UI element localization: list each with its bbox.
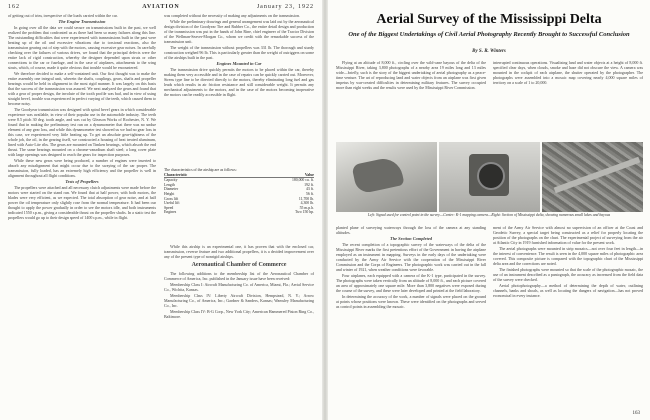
ground-signal-shape <box>351 155 404 194</box>
table-cell: 43 ft. <box>305 187 314 192</box>
paragraph: Membership Class I: Aircraft Manufacturing Co. of America, Miami, Fla.; Aerial Service Co., Wichita, Kansas. <box>164 282 314 292</box>
page-number-left: 162 <box>8 4 20 10</box>
paragraph: The aerial photographs were mounted in strip mosaics—not over four feet in length—in the interest of convenience. The result is seen in the 4,000 square miles of photographic area covered. This composite picture is compared with the topographic chart of the Mississippi delta area and the corrections are noted. <box>493 246 643 266</box>
paragraph: In going over all the data we could secure on transmissions built in the past, we well realized the problem that confronted us as there had been so many failures along this line. The outstanding difficulties that were experienced with transmissions built in the past were heating up of the oil and excessive vibrations due to torsional reactions, also the transmission gearing out of step with the motors, causing excessive gear noises. In carefully checking over the failures of various drives, we found that the principal defects were the entire lack of rigid construction, whereby the designer depended upon struts or other connections to the car or fuselage, and in the case of airplanes, attachments to the wing struts, which, of course, made it quite obvious that trouble would be encountered. <box>8 25 156 70</box>
running-head-left <box>8 4 314 13</box>
table-intro: The characteristics of the airship are as follows: <box>164 168 237 172</box>
paragraph: ment of the Army Air Service with almost no supervision of an officer at the Coast and Geodetic Survey, a special target being constructed as a relief for properly locating the position of the photographs on the chart. The experimental project of surveying from the air at Atlantic City in 1919 furnished information of value for the present work. <box>493 225 643 245</box>
right-page <box>328 0 650 420</box>
camera-lens-shape <box>477 162 505 190</box>
paragraph: The recent completion of a topographic survey of the waterways of the delta of the Mississippi River marks the first pretentious effort of the Government in having the airplane employed as an instrument in mapping. Surveys in the early days of the undertaking were conducted by the Army Air Service with the cooperation of the Mississippi River Commission and the Corps of Engineers. The photographic work was carried out in the fall and winter of 1921, when weather conditions were favorable. <box>336 242 486 272</box>
table-cell: Speed <box>164 205 174 210</box>
table-cell: 11,700 lb. <box>298 196 314 201</box>
table-header-cell: Characteristic <box>164 172 188 177</box>
paragraph: The weight of the transmission without propellers was 331 lb. The thorough and sturdy construction weighed 96 lb. This is particularly greater than the weight of outriggers on some of the airships built in the past. <box>164 45 314 60</box>
paragraph: of getting out of trim, irrespective of the loads carried within the car. <box>8 13 118 18</box>
paragraph: was completed without the necessity of making any adjustments on the transmission. <box>164 13 300 18</box>
right-column-2 <box>493 60 643 140</box>
paragraph: planted plane of surveying waterways through the loss of the camera at any standing altitudes. <box>336 225 486 235</box>
table-cell: Length <box>164 182 175 187</box>
paragraph: Four airplanes, each equipped with a camera of the K-1 type, participated in the survey. The photographs were taken vertically from an altitude of 8,000 ft., and each picture covered an area of approximately one square mile. More than 3,800 negatives were exposed during the course of the survey, and these were later developed and printed at the field laboratory. <box>336 273 486 293</box>
paragraph: Flying at an altitude of 8,000 ft., circling over the wild-cane bayous of the delta of the Mississippi River, taking 3,800 photographs of a nearby area 19 miles long and 13 miles wide—briefly, such is the story of the biggest undertaking of aerial photography as a peace-time venture. The art of reproducing land and water objects from an airplane was first given impetus by war-created difficulties in determining military features. The survey occupied more than eight weeks and the results were used by the Mississippi River Commission. <box>336 60 486 90</box>
paragraph: While the preliminary drawings and general arrangement was laid out by the aeronautical design division of the Goodyear Tire and Rubber Co., the entire detail design and production of the transmission was put in the hands of John Rine, chief engineer of the Tractor Division of the Wellman-Seaver-Morgan Co., whom we credit with the remarkable success of the transmission unit. <box>164 19 314 44</box>
table-cell: 4,300 lb. <box>300 201 314 206</box>
article-title: Aerial Survey of the Mississippi Delta <box>376 12 602 27</box>
paragraph: Membership Class IV: B-G Corp., New York City; American Hammered Piston Ring Co., Baltimore. <box>164 309 314 319</box>
table-cell: Height <box>164 191 175 196</box>
river-channel-shape <box>554 157 641 193</box>
table-cell: Diameter <box>164 187 179 192</box>
table-cell: Gross lift <box>164 196 179 201</box>
paragraph: While these new gears were being produced, a number of engines were inserted to absorb any misalignment that might occur due to the swaying of the car proper. The transmission, fully loaded, has an extremely high efficiency and the propeller is well in alignment throughout all flight conditions. <box>8 158 156 178</box>
table-cell: 180,000 cu. ft. <box>291 178 314 183</box>
right-column-3 <box>336 225 486 413</box>
paragraph: We therefore decided to make a self-contained unit. Our first thought was to make the entire assembly one integral unit, wherein the shafts, couplings, gears, shafts and propeller bearings would be held in alignment in the most rigid manner. It was largely on this basis that the success of the transmission was assured. We next analyzed the gears and found that with a gear of proper design, the involute of the tooth profile was bad, and in view of using straight bevel, trouble was experienced in perfect varying of the teeth, which caused them to become noisy. <box>8 71 156 106</box>
paragraph: In determining the accuracy of the work, a number of signals were placed on the ground at points whose positions were known. These were identified on the photographs and served as control points in assembling the mosaic. <box>336 294 486 309</box>
right-column-1 <box>336 60 486 140</box>
paragraph: The following additions to the membership list of the Aeronautical Chamber of Commerce of America, Inc. published in the January issue have been received: <box>164 271 314 281</box>
paragraph: The finished photographs were mounted so that the scale of the photographic mosaic, the use of an instrument described as a pantograph, the accuracy as increased from the field data of the survey were checked. <box>493 267 643 282</box>
table-cell: 55 m.p.h. <box>299 205 314 210</box>
paragraph: The propellers were attached and all necessary clutch adjustments were made before the motors were started on the stand run. We found that at half power, with both motors, the blades were very efficient, as we expected. The total absorption of gear noise, and at half power the oil temperature only slightly rose from the normal temperature. It had been our thought to apply the power gradually in order to see the motors idle, and both instruments indicated 1550 r.p.m., giving a considerable thrust on the propeller shafts. In a static test the propellers would go up to their design speed of 1400 r.p.m., while in flight. <box>8 185 156 220</box>
paragraph: Membership Class IV: Liberty Aircraft Division, Hempstead, N. Y.; Arrow Manufacturing Co., of America, Inc.; Gardner & Sanders, Kansas; Wamsley Manufacturing Co., Inc. <box>164 293 314 308</box>
table-cell: Capacity <box>164 178 178 183</box>
paragraph: The Goodyear transmission was designed with spiral bevel gears in which considerable experience was available, in view of their popular use in the automobile industry. The teeth were 8.5 pitch 30 deg. tooth angle, and was cut by Gleason Works of Rochester, N. Y. We found that in making the preliminary test run on a dynamometer that there was no undue element of any gear loss, and while this dynamometer test showed us we had no gear loss in this case, we experienced very little heating up. To get an absolute gear-tightness of the whole job, the oil, in the gearing itself, we constructed a housing of heat treated aluminum, lined with Auto-Lite ribs. The gears are mounted on Timken bearings, which absorb the end thrust. The same bearings mounted on a chrome-vanadium shaft steel; a long cover plate with large openings was designed to reach the gears for inspection purposes. <box>8 107 156 157</box>
paragraph: interrupted continuous operations. Visualizing land and water objects at a height of 8,000 ft. specified clear days, when clouds, smoke and haze did not obscure the view. A camera was mounted in the cockpit of each airplane, the shutter operated by the photographer. The photographs were assembled into a mosaic map covering nearly 4,000 square miles of territory on a scale of 1 to 20,000. <box>493 60 643 85</box>
article-deck: One of the Biggest Undertakings of Civil Aerial Photography Recently Brought to Successful Conclusion <box>348 31 630 38</box>
section-heading-large: Aeronautical Chamber of Commerce <box>191 262 287 268</box>
issue-date: January 23, 1922 <box>256 4 314 10</box>
characteristics-table <box>164 168 314 215</box>
section-heading: The Section Completed <box>390 236 432 241</box>
photo-caption: Left: Signal used for control point in the survey—Center: K-1 mapping camera—Right: Section of Mississippi delta, showing numerous small lakes and bayous <box>367 213 611 217</box>
table-cell: 56 ft. <box>305 191 314 196</box>
byline: By S. R. Winters <box>472 49 506 54</box>
section-heading: Engines Mounted in Car <box>216 61 262 66</box>
delta-aerial-photo <box>542 142 643 212</box>
journal-title: AVIATION <box>142 4 180 10</box>
signal-photo <box>336 142 437 212</box>
right-column-4 <box>493 225 643 405</box>
left-page <box>0 0 322 420</box>
section-heading: The Engine Transmission <box>58 19 106 24</box>
photo-strip <box>336 142 643 212</box>
left-column-2-lower <box>164 244 314 412</box>
table-cell: 192 ft. <box>304 182 314 187</box>
table-cell: Engines <box>164 210 177 215</box>
paragraph: Aerial photophotography—a method of determining the depth of water, outlining channels, banks and shoals, as well as locating the dangers of navigation—has not proved economical in every instance. <box>493 283 643 298</box>
table-header-cell: Value <box>304 172 314 177</box>
table-cell: Two 150 hp. <box>294 210 314 215</box>
camera-photo <box>439 142 540 212</box>
table-row <box>164 210 314 215</box>
page-number-right: 163 <box>632 411 640 416</box>
section-heading: Tests of Propellers <box>65 179 99 184</box>
left-column-2 <box>164 13 314 168</box>
paragraph: The transmission drive quickly permits the motors to be placed within the car, thereby making them very accessible and in the case of repairs can be quickly carried out. Moreover, Sirens type line to be directed directly to the motors, thereby eliminating long fuel and gas leads which results in air friction resistance and still considerable weight. It permits any mechanical adjustments to the motors, and in the case of the motors becoming inoperative the motors can be readily accessible in flight. <box>164 67 314 97</box>
paragraph: While this airship is an experimental one, it has proven that with the enclosed car, transmission, reverse feature and two additional propellers, it is a decided improvement over any of the present type of nonrigid airships. <box>164 244 314 259</box>
left-column-1 <box>8 13 156 413</box>
table-cell: Useful lift <box>164 201 180 206</box>
